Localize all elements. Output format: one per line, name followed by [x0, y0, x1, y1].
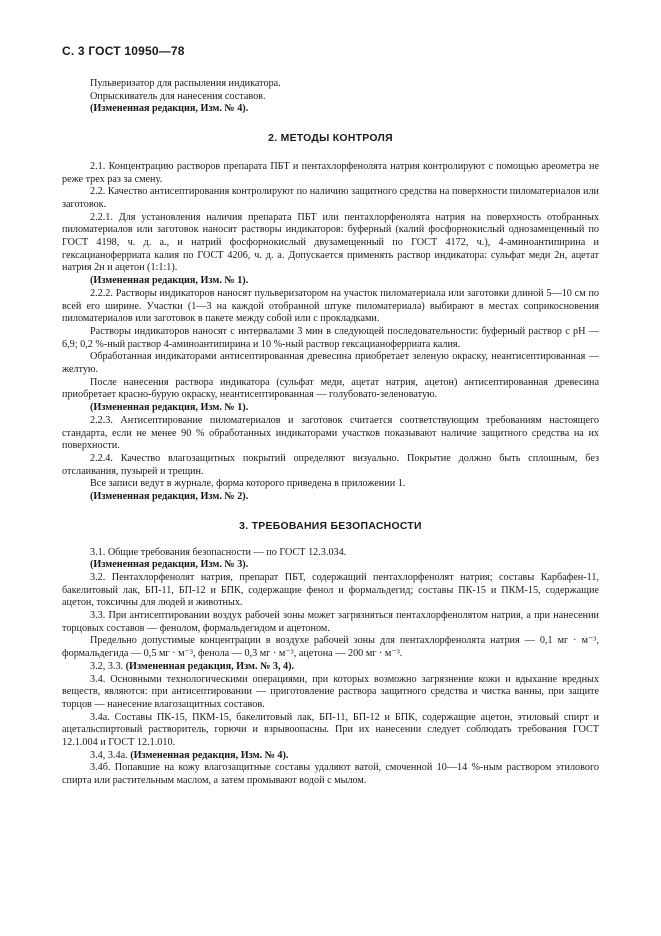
section-2-heading: 2. МЕТОДЫ КОНТРОЛЯ [268, 133, 393, 145]
paragraph: 3.4. Основными технологическими операциями, при которых возможно загрязнение кожи и вдыхание вредных веществ, являются: при антисептировании — приготовление раствора защитного средства и чистка ванны, при защите торцов — нанесение влагозащитных составов. [62, 673, 599, 710]
amendment-note: (Измененная редакция, Изм. № 4). [90, 103, 249, 115]
amendment-note: (Измененная редакция, Изм. № 2). [90, 491, 249, 503]
paragraph: 2.2.4. Качество влагозащитных покрытий определяют визуально. Покрытие должно быть сплошным, без отслаивания, пузырей и трещин. [62, 452, 599, 477]
paragraph: Растворы индикаторов наносят с интервалами 3 мин в следующей последовательности: буферный раствор с pH — 6,9; 0,2 %-ный раствор 4-аминоантипирина и 10 %-ный раствор гексацианоферриата калия. [62, 325, 599, 350]
intro-line: Пульверизатор для распыления индикатора. [90, 78, 281, 89]
paragraph: 2.2.3. Антисептирование пиломатериалов и заготовок считается соответствующим требованиям настоящего стандарта, если не менее 90 % обработанных индикаторами участков показывают наличие защитного средства на их поверхности. [62, 414, 599, 452]
paragraph: 2.2.2. Растворы индикаторов наносят пульверизатором на участок пиломатериала или заготовки длиной 5—10 см по всей его ширине. Участки (1—3 на каждой отобранной штуке пиломатериала) выбирают в местах соприкосновения пиломатериалов или заготовок в пакете между собой или с прокладками. [62, 287, 599, 325]
paragraph: 2.2.1. Для установления наличия препарата ПБТ или пентахлорфенолята натрия на поверхность отобранных пиломатериалов или заготовок наносят растворы индикаторов: буферный (калий фосфорнокислый однозамещенный по ГОСТ 4198, ч. д. а., и натрий фосфорнокислый двузамещенный по ГОСТ 4172, ч.), 4-аминоантипирина и гексацианоферриата калия по ГОСТ 4206, ч. д. а. Допускается применять раствор индикатора: сульфат меди 2н, ацетат натрия 2н и ацетон (1:1:1). [62, 211, 599, 274]
document-body [62, 78, 599, 788]
amendment-note: (Измененная редакция, Изм. № 1). [90, 275, 249, 287]
amendment-note: (Измененная редакция, Изм. № 3). [90, 559, 249, 571]
clause-ref: 3.4, 3.4а. [90, 749, 131, 761]
paragraph: 3.2. Пентахлорфенолят натрия, препарат ПБТ, содержащий пентахлорфенолят натрия; составы Карбафен-11, бакелитовый лак, БП-11, БП-12 и БПК, содержащие фенол и формальдегид; составы ПК-15 и ПКМ-15, содержащие ацетон, токсичны для людей и животных. [62, 571, 599, 609]
paragraph: После нанесения раствора индикатора (сульфат меди, ацетат натрия, ацетон) антисептированная древесина приобретает красно-бурую окраску, неантисептированная — голубовато-зеленоватую. [62, 376, 599, 401]
amendment-line [62, 661, 599, 674]
page-header: С. 3 ГОСТ 10950—78 [62, 44, 185, 58]
amendment-note: (Измененная редакция, Изм. № 3, 4). [125, 660, 295, 672]
amendment-line [62, 750, 599, 763]
amendment-note: (Измененная редакция, Изм. № 1). [90, 402, 249, 414]
paragraph: 3.4б. Попавшие на кожу влагозащитные составы удаляют ватой, смоченной 10—14 %-ным раствором этилового спирта или растительным маслом, а затем промывают водой с мылом. [62, 762, 599, 787]
amendment-note: (Измененная редакция, Изм. № 4). [130, 749, 289, 761]
paragraph: 3.3. При антисептировании воздух рабочей зоны может загрязняться пентахлорфенолятом натрия, а при нанесении торцовых составов — фенолом, формальдегидом и ацетоном. [62, 610, 599, 634]
paragraph: 2.1. Концентрацию растворов препарата ПБТ и пентахлорфенолята натрия контролируют с помощью ареометра не реже трех раз за смену. [62, 160, 599, 185]
intro-line: Опрыскиватель для нанесения составов. [90, 90, 266, 102]
section-3-heading: 3. ТРЕБОВАНИЯ БЕЗОПАСНОСТИ [239, 520, 422, 532]
paragraph: 2.2. Качество антисептирования контролируют по наличию защитного средства на поверхности пиломатериалов или заготовок. [62, 186, 599, 210]
paragraph: Предельно допустимые концентрации в воздухе рабочей зоны для пентахлорфенолята натрия — 0,1 мг · м⁻³, формальдегида — 0,5 мг · м⁻³, фенола — 0,3 мг · м⁻³, ацетона — 200 мг · м⁻³. [62, 635, 599, 660]
paragraph: 3.4а. Составы ПК-15, ПКМ-15, бакелитовый лак, БП-11, БП-12 и БПК, содержащие ацетон, этиловый спирт и ацетальспиртовый растворитель, горючи и взрывоопасны. При их нанесении следует соблюдать требования ГОСТ 12.1.004 и ГОСТ 12.1.010. [62, 711, 599, 749]
clause-ref: 3.2, 3.3. [90, 660, 126, 672]
paragraph: Обработанная индикаторами антисептированная древесина приобретает зеленую окраску, неантисептированная — желтую. [62, 351, 599, 376]
paragraph: 3.1. Общие требования безопасности — по ГОСТ 12.3.034. [90, 546, 347, 558]
paragraph: Все записи ведут в журнале, форма которого приведена в приложении 1. [90, 478, 406, 490]
